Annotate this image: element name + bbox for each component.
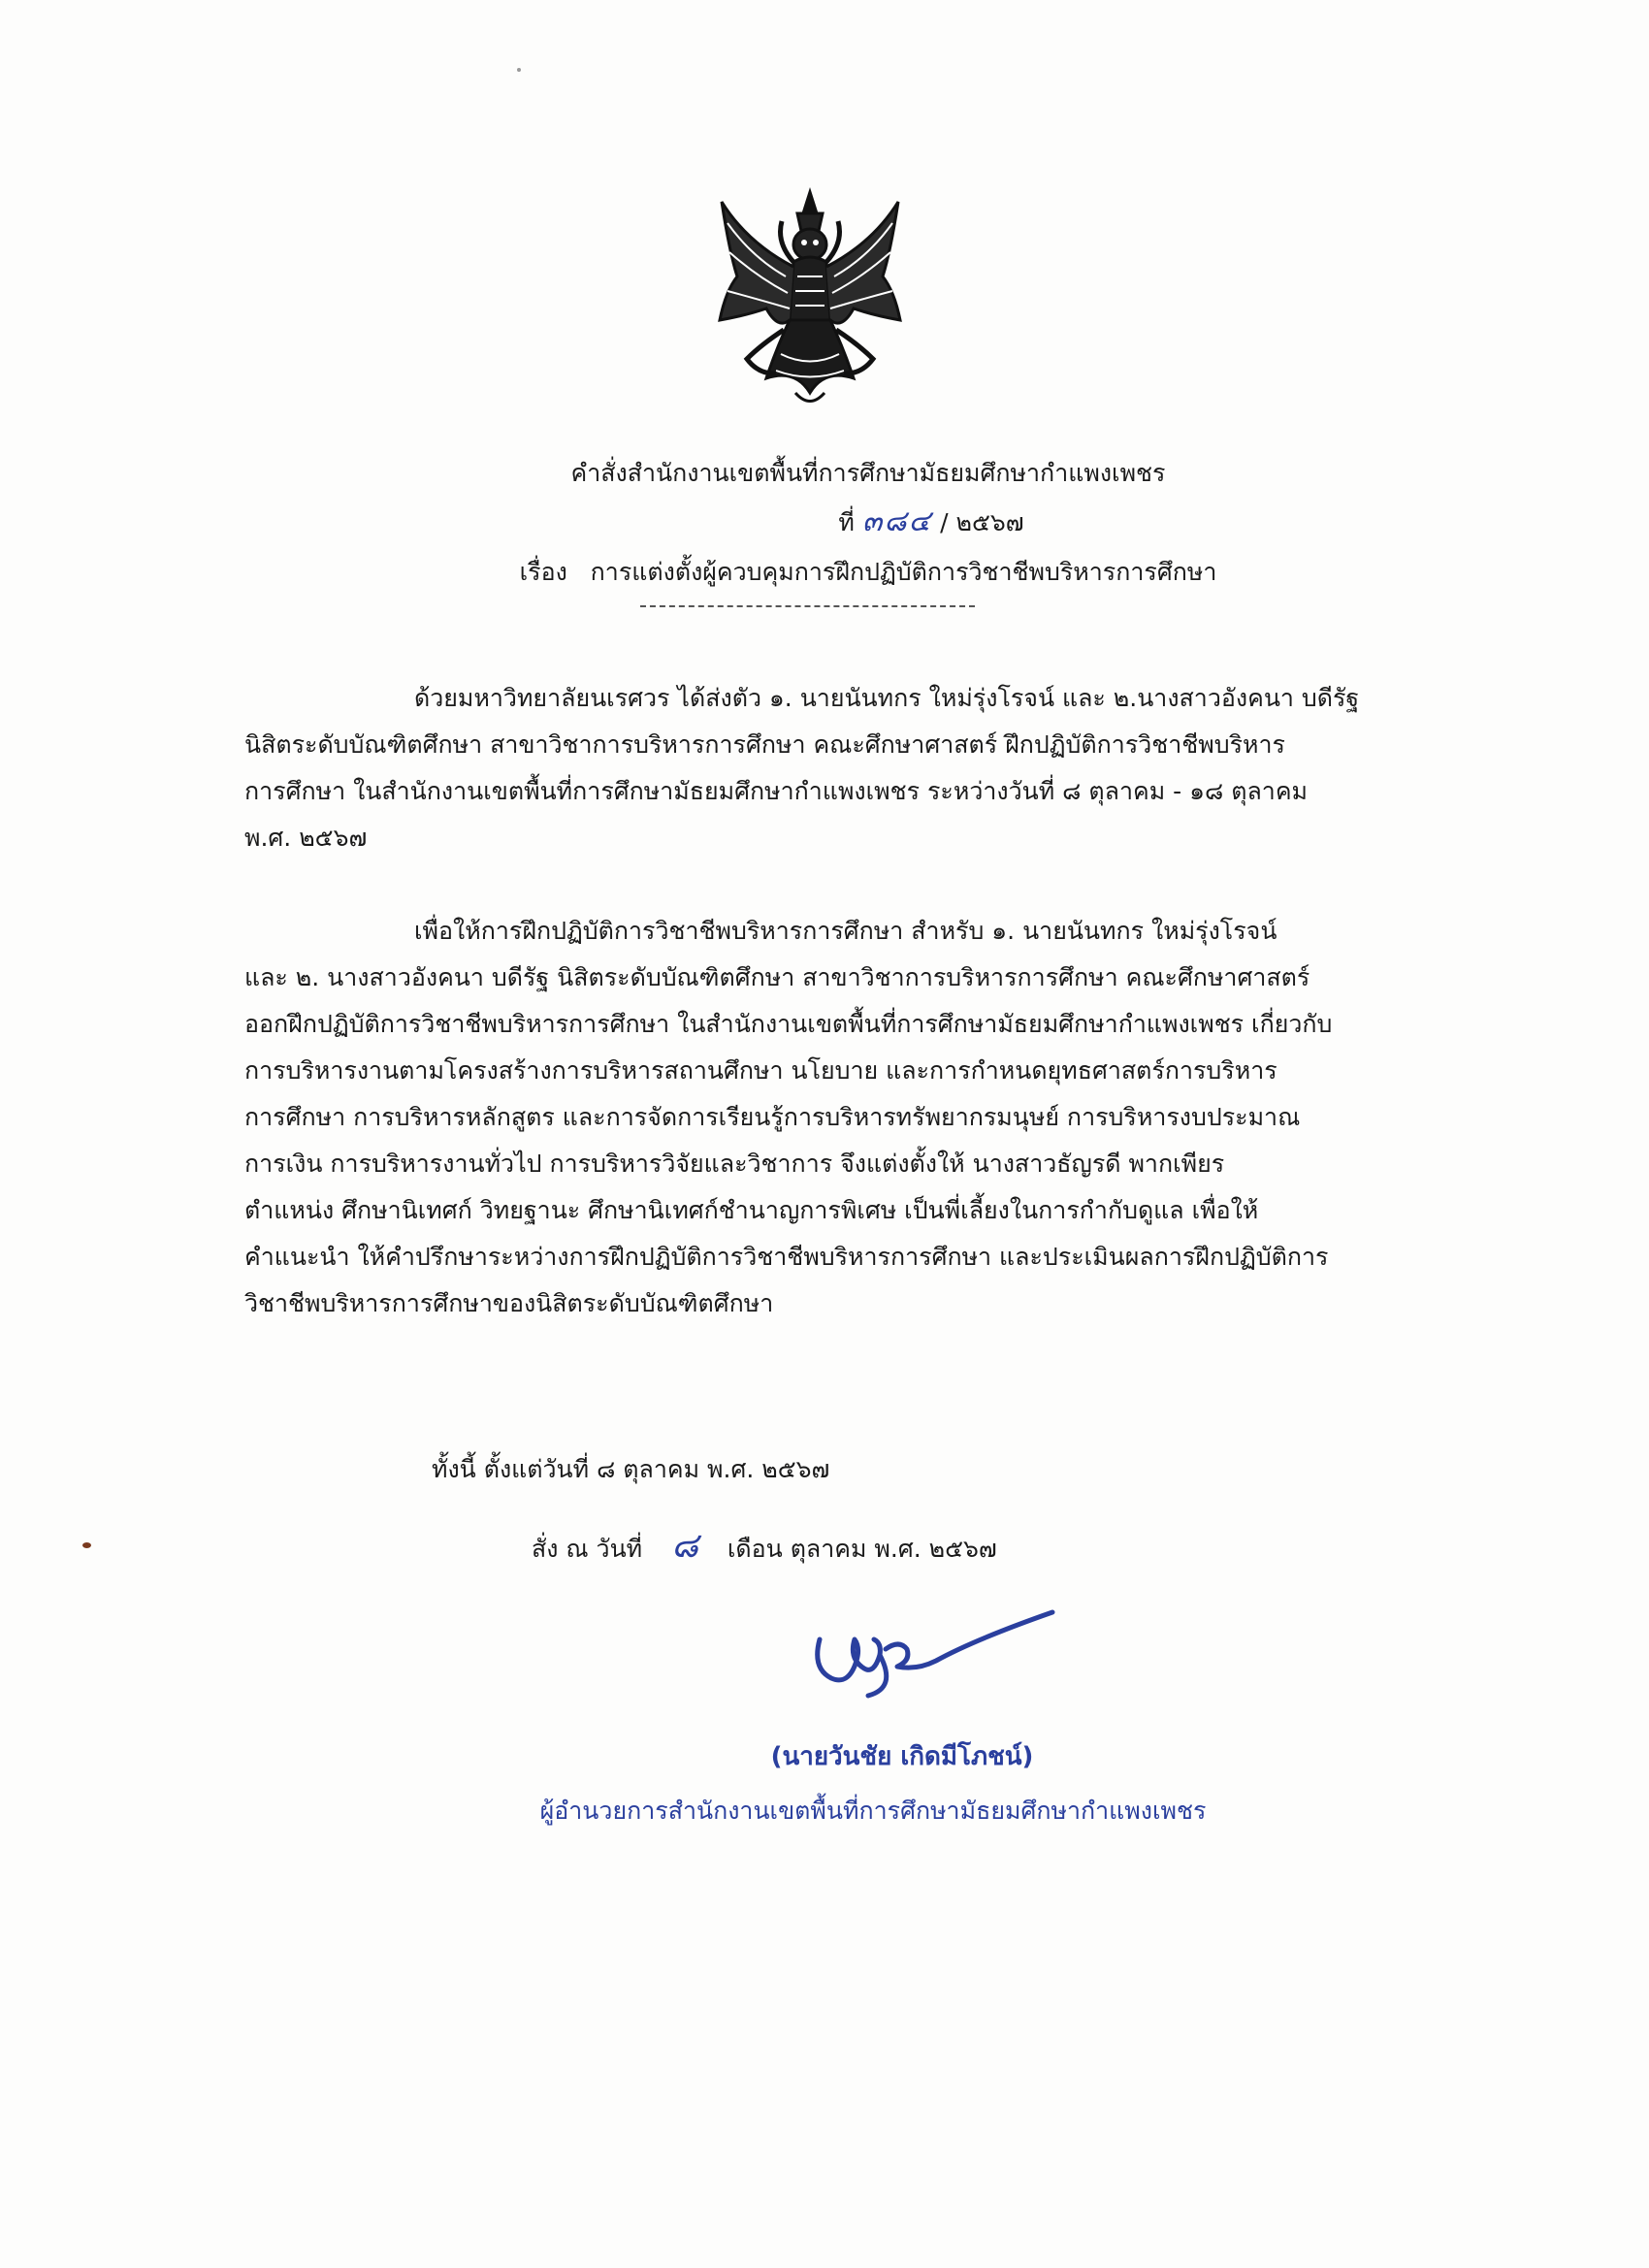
ordered-day-handwritten: ๘ — [671, 1526, 698, 1566]
ordered-date-suffix: เดือน ตุลาคม พ.ศ. ๒๕๖๗ — [727, 1535, 997, 1563]
subject-text: การแต่งตั้งผู้ควบคุมการฝึกปฏิบัติการวิชาชีพบริหารการศึกษา — [590, 558, 1217, 586]
handwritten-signature-icon — [810, 1601, 1062, 1707]
paragraph-2 — [244, 908, 1438, 1327]
paragraph-2-line: การศึกษา การบริหารหลักสูตร และการจัดการเรียนรู้การบริหารทรัพยากรมนุษย์ การบริหารงบประมาณ — [244, 1103, 1301, 1131]
order-subject — [44, 555, 1649, 590]
paragraph-2-line: เพื่อให้การฝึกปฏิบัติการวิชาชีพบริหารการศึกษา สำหรับ ๑. นายนันทกร ใหม่รุ่งโรจน์ — [414, 917, 1277, 945]
order-number-year: / ๒๕๖๗ — [940, 508, 1024, 536]
subject-label: เรื่อง — [519, 558, 567, 586]
scan-speck — [517, 68, 521, 72]
garuda-emblem-icon — [708, 184, 912, 412]
paragraph-1-line: ด้วยมหาวิทยาลัยนเรศวร ได้ส่งตัว ๑. นายนันทกร ใหม่รุ่งโรจน์ และ ๒.นางสาวอังคนา บดีรัฐ — [414, 684, 1360, 712]
header-divider — [640, 605, 975, 607]
paragraph-2-line: ตำแหน่ง ศึกษานิเทศก์ วิทยฐานะ ศึกษานิเทศก์ชำนาญการพิเศษ เป็นพี่เลี้ยงในการกำกับดูแล เพื่อให้ — [244, 1196, 1259, 1224]
paragraph-2-line: ออกฝึกปฏิบัติการวิชาชีพบริหารการศึกษา ในสำนักงานเขตพื้นที่การศึกษามัธยมศึกษากำแพงเพชร เกี่ยวกับ — [244, 1010, 1333, 1038]
ordered-date — [532, 1526, 997, 1567]
paragraph-1 — [244, 675, 1438, 861]
paragraph-2-line: วิชาชีพบริหารการศึกษาของนิสิตระดับบัณฑิตศึกษา — [244, 1289, 774, 1317]
paragraph-2-line: การบริหารงานตามโครงสร้างการบริหารสถานศึกษา นโยบาย และการกำหนดยุทธศาสตร์การบริหาร — [244, 1056, 1277, 1085]
paragraph-2-line: การเงิน การบริหารงานทั่วไป การบริหารวิจัยและวิชาการ จึงแต่งตั้งให้ นางสาวธัญรดี พากเพียร — [244, 1150, 1225, 1178]
order-number — [107, 504, 1649, 540]
order-number-prefix: ที่ — [838, 508, 855, 536]
order-number-handwritten: ๓๘๔ — [861, 504, 933, 538]
signer-name: (นายวันชัย เกิดมีโภชน์) — [770, 1742, 1034, 1771]
signer-position: ผู้อำนวยการสำนักงานเขตพื้นที่การศึกษามัธยมศึกษากำแพงเพชร — [539, 1797, 1207, 1825]
order-title: คำสั่งสำนักงานเขตพื้นที่การศึกษามัธยมศึกษากำแพงเพชร — [570, 459, 1166, 487]
paragraph-2-line: คำแนะนำ ให้คำปรึกษาระหว่างการฝึกปฏิบัติการวิชาชีพบริหารการศึกษา และประเมินผลการฝึกปฏิบัติการ — [244, 1243, 1329, 1271]
ordered-date-prefix: สั่ง ณ วันที่ — [532, 1535, 643, 1563]
effective-date: ทั้งนี้ ตั้งแต่วันที่ ๘ ตุลาคม พ.ศ. ๒๕๖๗ — [432, 1455, 830, 1483]
paragraph-1-line: การศึกษา ในสำนักงานเขตพื้นที่การศึกษามัธยมศึกษากำแพงเพชร ระหว่างวันที่ ๘ ตุลาคม - ๑๘ ตุลาคม — [244, 777, 1309, 805]
paragraph-1-line: นิสิตระดับบัณฑิตศึกษา สาขาวิชาการบริหารการศึกษา คณะศึกษาศาสตร์ ฝึกปฏิบัติการวิชาชีพบริหาร — [244, 730, 1285, 759]
scan-speck — [82, 1542, 91, 1548]
order-heading — [44, 456, 1649, 491]
paragraph-1-line: พ.ศ. ๒๕๖๗ — [244, 824, 368, 852]
paragraph-2-line: และ ๒. นางสาวอังคนา บดีรัฐ นิสิตระดับบัณฑิตศึกษา สาขาวิชาการบริหารการศึกษา คณะศึกษาศาสตร์ — [244, 963, 1310, 991]
